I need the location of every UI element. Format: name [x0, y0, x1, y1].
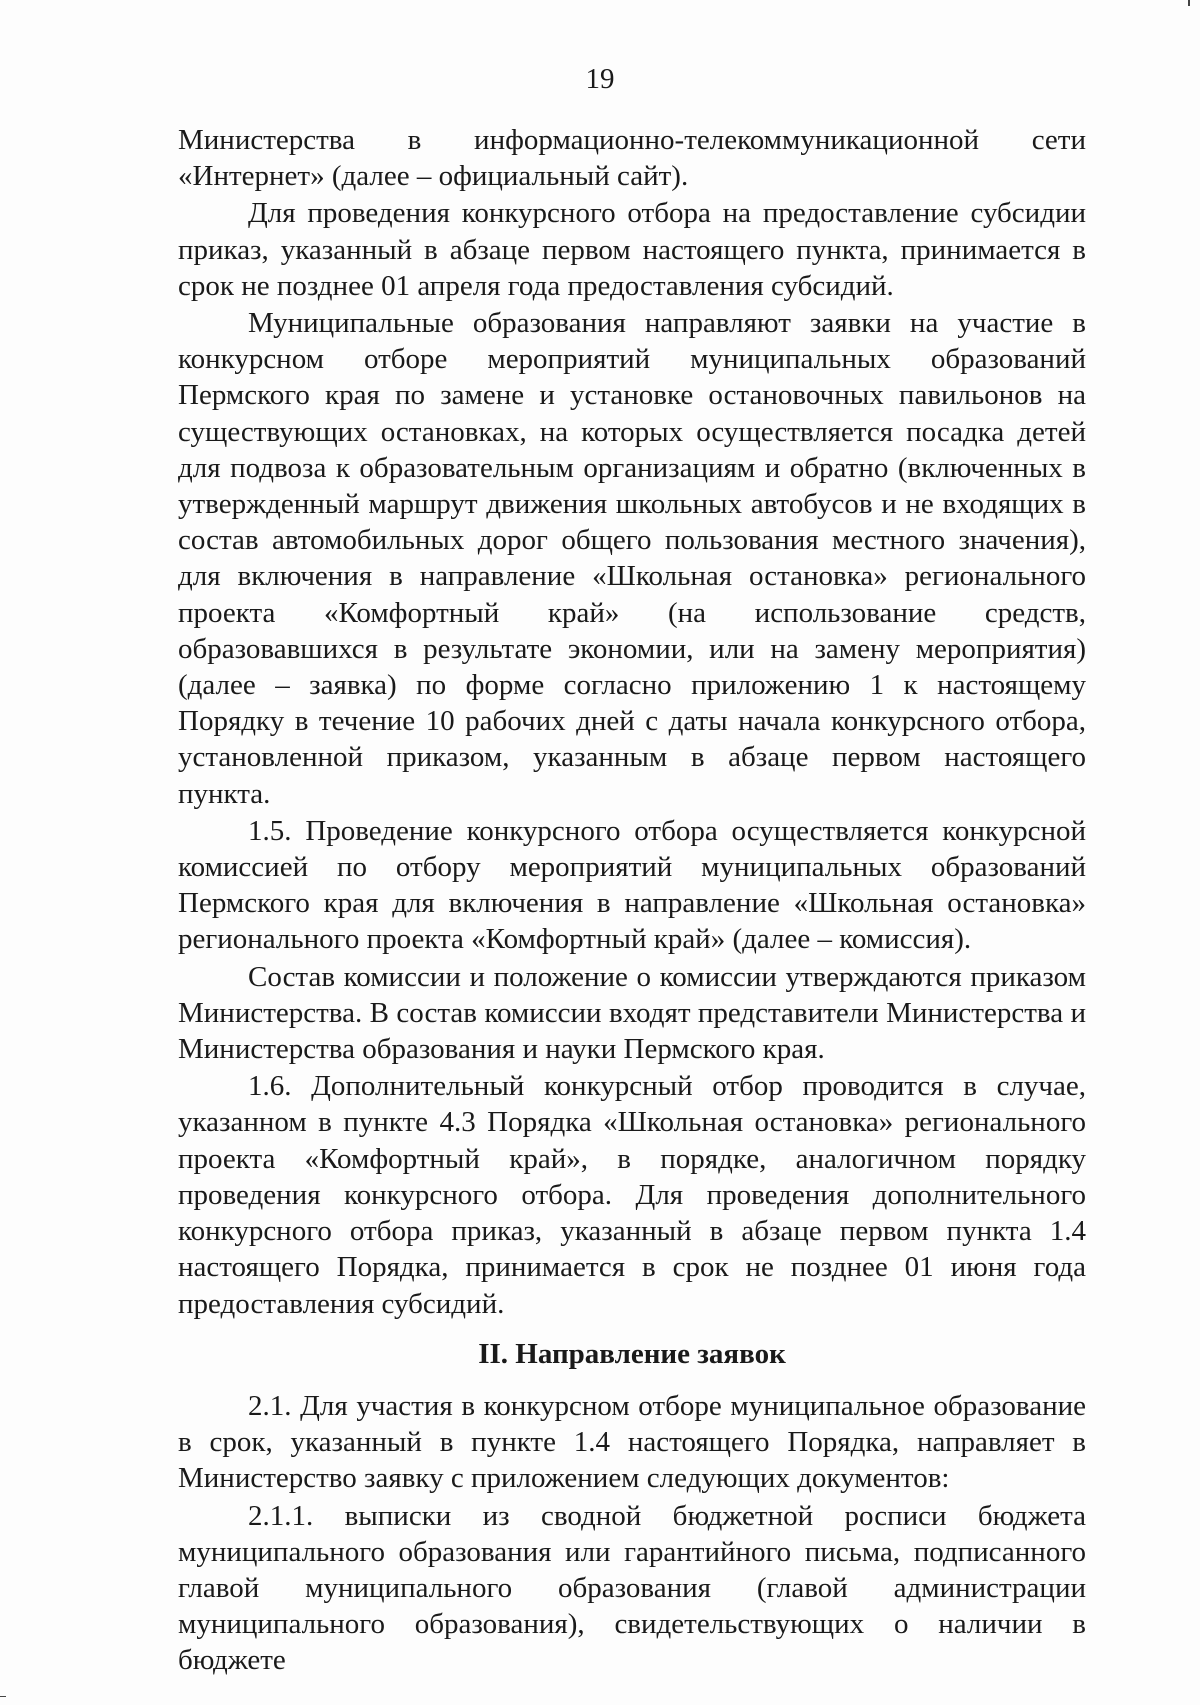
paragraph: Министерства в информационно-телекоммуникационной сети «Интернет» (далее – официальный сайт). — [178, 124, 1086, 193]
page-number: 19 — [585, 63, 615, 95]
paragraph: 1.5. Проведение конкурсного отбора осуществляется конкурсной комиссией по отбору мероприятий муниципальных образований Пермского края для включения в направление «Школьная остановка» регионального проекта «Комфортный край» (далее – комиссия). — [178, 814, 1086, 956]
paragraph: 2.1.1. выписки из сводной бюджетной росписи бюджета муниципального образования или гарантийного письма, подписанного главой муниципального образования (главой администрации муниципального образования), свидетельствующих о наличии в бюджете — [178, 1499, 1086, 1677]
document-body — [178, 122, 1086, 1679]
paragraph: 2.1. Для участия в конкурсном отборе муниципальное образование в срок, указанный в пункте 1.4 настоящего Порядка, направляет в Министерство заявку с приложением следующих документов: — [178, 1389, 1086, 1495]
section-title: II. Направление заявок — [478, 1337, 786, 1370]
paragraph: Муниципальные образования направляют заявки на участие в конкурсном отборе мероприятий муниципальных образований Пермского края по замене и установке остановочных павильонов на существующих остановках, на которых осуществляется посадка детей для подвоза к образовательным организациям и обратно (включенных в утвержденный маршрут движения школьных автобусов и не входящих в состав автомобильных дорог общего пользования местного значения), для включения в направление «Школьная остановка» регионального проекта «Комфортный край» (на использование средств, образовавшихся в результате экономии, или на замену мероприятия) (далее – заявка) по форме согласно приложению 1 к настоящему Порядку в течение 10 рабочих дней с даты начала конкурсного отбора, установленной приказом, указанным в абзаце первом настоящего пункта. — [178, 307, 1086, 810]
scan-edge-mark — [0, 1696, 6, 1697]
paragraph: Для проведения конкурсного отбора на предоставление субсидии приказ, указанный в абзаце первом настоящего пункта, принимается в срок не позднее 01 апреля года предоставления субсидий. — [178, 197, 1086, 302]
paragraph: Состав комиссии и положение о комиссии утверждаются приказом Министерства. В состав комиссии входят представители Министерства и Министерства образования и науки Пермского края. — [178, 960, 1086, 1066]
scan-edge-mark — [1188, 0, 1190, 6]
paragraph: 1.6. Дополнительный конкурсный отбор проводится в случае, указанном в пункте 4.3 Порядка «Школьная остановка» регионального проекта «Комфортный край», в порядке, аналогичном порядку проведения конкурсного отбора. Для проведения дополнительного конкурсного отбора приказ, указанный в абзаце первом пункта 1.4 настоящего Порядка, принимается в срок не позднее 01 июня года предоставления субсидий. — [178, 1070, 1086, 1320]
